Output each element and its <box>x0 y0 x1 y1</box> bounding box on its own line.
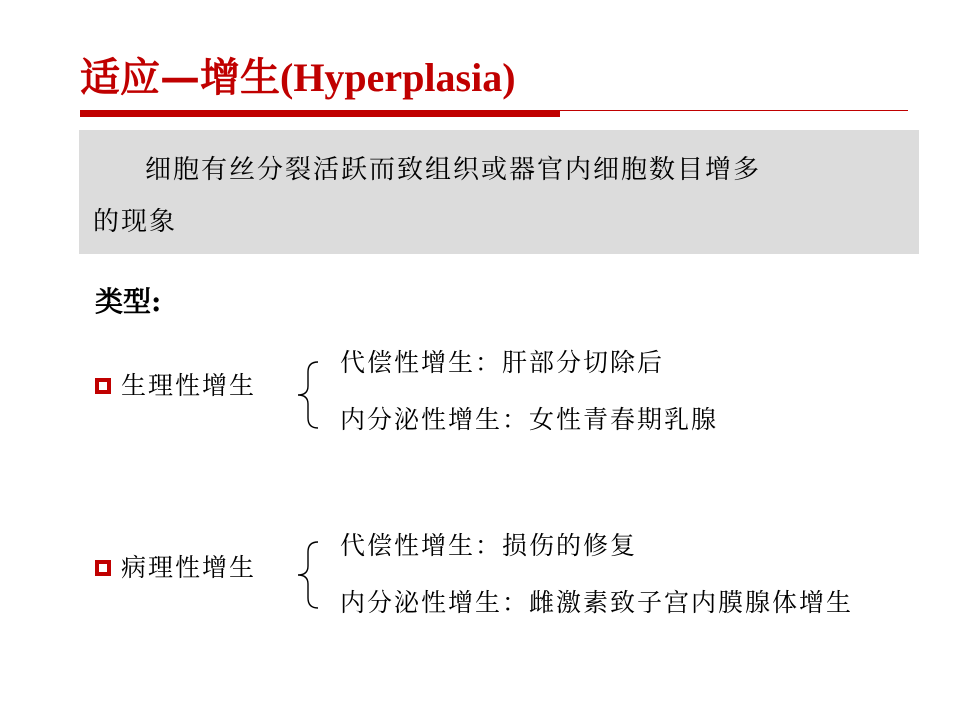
brace-icon <box>290 540 320 610</box>
group-label-physiological: 生理性增生 <box>121 371 257 400</box>
types-label: 类型: <box>95 285 162 318</box>
slide-title <box>80 50 516 106</box>
group-pathological <box>95 550 256 586</box>
group-physiological <box>95 368 256 404</box>
definition-text-1: 细胞有丝分裂活跃而致组织或器官内细胞数目增多 <box>145 155 762 185</box>
brace-icon <box>290 360 320 430</box>
definition-line-2: 的现象 <box>93 207 178 237</box>
slide-title-cn: 适应—增生 <box>80 54 280 101</box>
definition-box <box>79 130 919 254</box>
square-bullet-icon <box>95 378 111 394</box>
group-pathological-item-1: 代偿性增生：损伤的修复 <box>340 531 638 560</box>
group-label-pathological: 病理性增生 <box>121 553 257 582</box>
square-bullet-icon <box>95 560 111 576</box>
group-pathological-item-2: 内分泌性增生：雌激素致子宫内膜腺体增生 <box>340 588 854 617</box>
slide-title-en: (Hyperplasia) <box>280 55 516 100</box>
group-physiological-item-1: 代偿性增生：肝部分切除后 <box>340 348 665 377</box>
title-underline-thick <box>80 110 560 117</box>
definition-line-1 <box>93 144 903 196</box>
group-physiological-item-2: 内分泌性增生：女性青春期乳腺 <box>340 405 719 434</box>
